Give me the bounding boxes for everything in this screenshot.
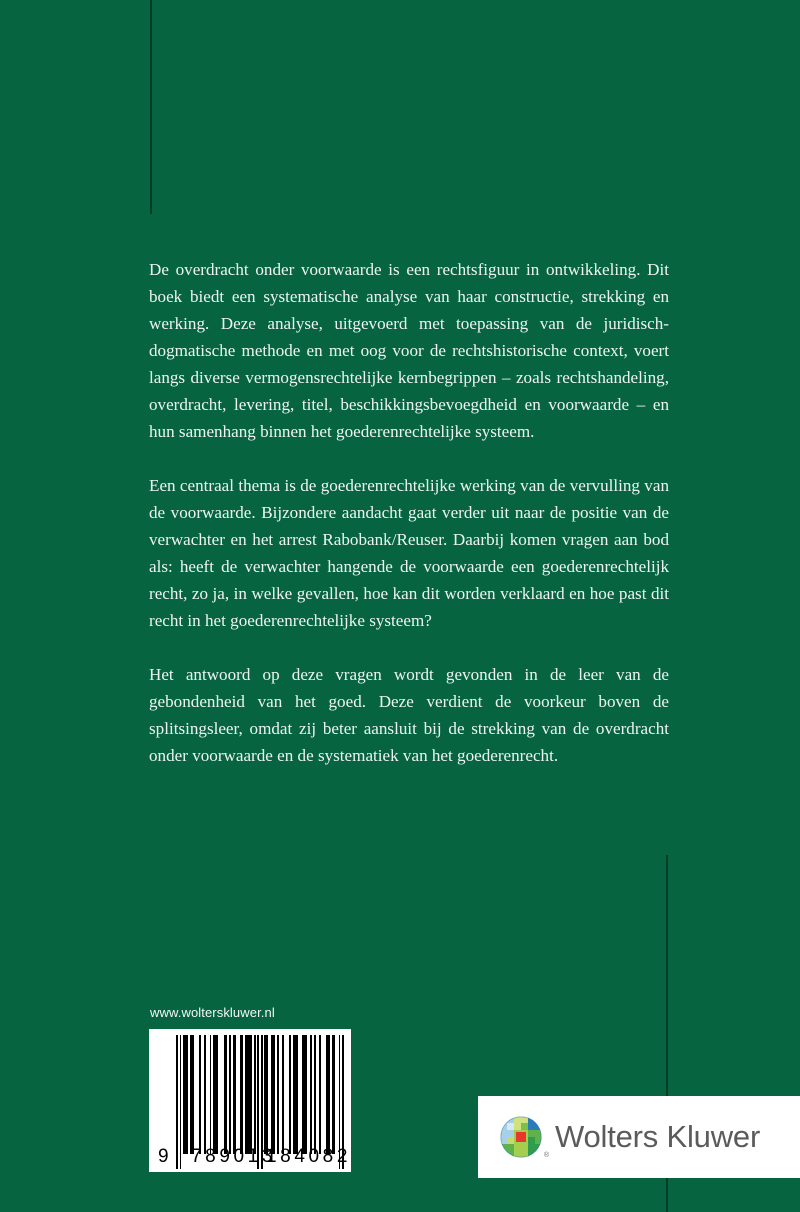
barcode-bar	[332, 1035, 336, 1154]
barcode-bar	[302, 1035, 307, 1154]
barcode-bar	[190, 1035, 194, 1154]
barcode-bar	[254, 1035, 256, 1154]
barcode-bar	[277, 1035, 279, 1154]
barcode-bar	[204, 1035, 206, 1154]
isbn-barcode	[149, 1029, 351, 1172]
barcode-bar	[240, 1035, 244, 1154]
barcode-bar	[310, 1035, 312, 1154]
blurb-paragraph-2: Een centraal thema is de goederenrechtelijke werking van de vervulling van de voorwaarde. Bijzondere aandacht gaat verder uit naar de positie van de verwachter en het arrest Rabobank/Reuser. Daarbij komen vragen aan bod als: heeft de verwachter hangende de voorwaarde een goederenrechtelijk recht, zo ja, in welke gevallen, hoe kan dit worden verklaard en hoe past dit recht in het goederenrechtelijke systeem?	[149, 476, 669, 630]
barcode-bar	[289, 1035, 291, 1154]
blurb-paragraph-3: Het antwoord op deze vragen wordt gevonden in de leer van de gebondenheid van het goed. Deze verdient de voorkeur boven de splitsingsleer, omdat zij beter aansluit bij de strekking van de overdracht onder voorwaarde en de systematiek van het goederenrecht.	[149, 665, 669, 765]
barcode-bar	[282, 1035, 284, 1154]
barcode-lead-digit: 9	[158, 1146, 170, 1167]
publisher-logo-plate	[478, 1096, 800, 1178]
barcode-bar	[314, 1035, 316, 1154]
wolters-kluwer-logo-icon	[500, 1116, 549, 1159]
barcode-right-group: 184082	[266, 1146, 352, 1167]
barcode-bar	[319, 1035, 321, 1154]
barcode-bar	[213, 1035, 218, 1154]
barcode-digits	[149, 1148, 351, 1168]
barcode-left-group: 789013	[191, 1146, 277, 1167]
barcode-bar	[245, 1035, 252, 1154]
registered-trademark-icon: ®	[543, 1152, 549, 1159]
barcode-bar	[183, 1035, 188, 1154]
decorative-rule-top	[150, 0, 152, 214]
barcode-bar	[229, 1035, 231, 1154]
barcode-bar	[199, 1035, 201, 1154]
barcode-bar	[326, 1035, 330, 1154]
publisher-name: Wolters Kluwer	[555, 1119, 761, 1154]
barcode-bar	[271, 1035, 275, 1154]
blurb-text-block	[149, 256, 669, 769]
barcode-bar	[224, 1035, 228, 1154]
barcode-bar	[210, 1035, 212, 1154]
blurb-paragraph-1: De overdracht onder voorwaarde is een rechtsfiguur in ontwikkeling. Dit boek biedt een systematische analyse van haar constructie, strekking en werking. Deze analyse, uitgevoerd met toepassing van de juridisch-dogmatische methode en met oog voor de rechtshistorische context, voert langs diverse vermogensrechtelijke kernbegrippen – zoals rechtshandeling, overdracht, levering, titel, beschikkingsbevoegdheid en voorwaarde – en hun samenhang binnen het goederenrechtelijke systeem.	[149, 260, 669, 441]
barcode-bars	[176, 1035, 344, 1154]
publisher-website-url: www.wolterskluwer.nl	[150, 1005, 275, 1020]
barcode-bar	[264, 1035, 268, 1154]
barcode-bar	[293, 1035, 298, 1154]
barcode-bar	[233, 1035, 237, 1154]
